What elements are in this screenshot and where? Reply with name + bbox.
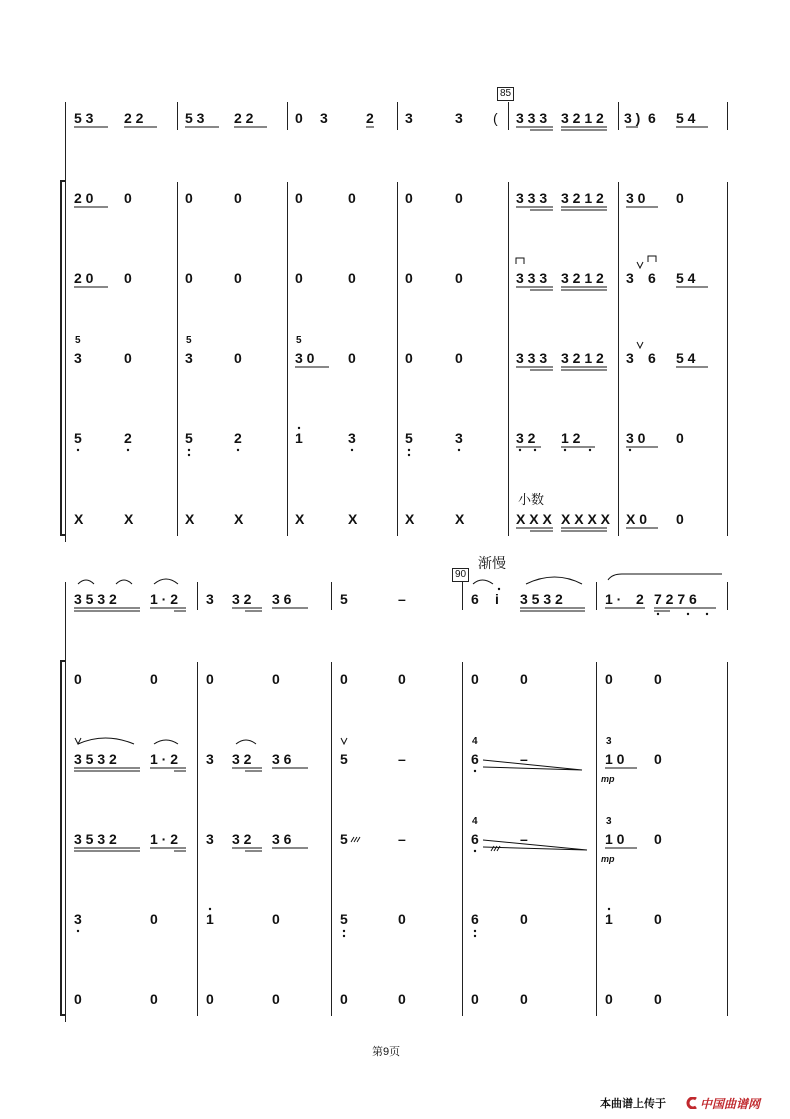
bracket-top-tick: [60, 660, 66, 662]
note-group: 5 3: [74, 110, 94, 126]
note: 0: [295, 270, 303, 286]
note: 0: [676, 511, 684, 527]
note: 2: [124, 430, 132, 446]
note: 5: [74, 430, 82, 446]
system-2-bracket: [60, 660, 62, 1016]
note: 5: [340, 831, 348, 847]
upload-notice: 本曲谱上传于: [600, 1098, 666, 1110]
brand-logo-icon: [684, 1097, 698, 1109]
note-group: X X X: [516, 511, 552, 527]
note: 0: [348, 350, 356, 366]
note: 0: [520, 671, 528, 687]
note: 6: [471, 751, 479, 767]
note: i: [495, 591, 499, 607]
note: 0: [272, 671, 280, 687]
note: 2: [636, 591, 644, 607]
note: 0: [150, 991, 158, 1007]
brand-name: 中国曲谱网: [700, 1097, 761, 1111]
note: 0: [654, 831, 662, 847]
note: 0: [234, 190, 242, 206]
chord-upper: 5: [186, 335, 192, 346]
bracket-top-tick: [60, 180, 66, 182]
note-group: 3 2: [232, 831, 252, 847]
note: 2: [366, 110, 374, 126]
note: 0: [348, 270, 356, 286]
note-group: 3 3 3: [516, 190, 548, 206]
note: 3: [74, 350, 82, 366]
note-group: 3 0: [626, 430, 646, 446]
note-group: 1 · 2: [150, 591, 179, 607]
note-group: 3 5 3 2: [74, 751, 117, 767]
note-group: 1 0: [605, 831, 625, 847]
note-group: 2 0: [74, 190, 94, 206]
note: 3: [185, 350, 193, 366]
note-group: 3 ): [624, 110, 641, 126]
dynamic-mp: mp: [601, 854, 615, 864]
note: 0: [676, 190, 684, 206]
note: 0: [150, 911, 158, 927]
barline: [618, 102, 619, 130]
barline: [727, 102, 728, 130]
note: X: [348, 511, 358, 527]
note: 0: [605, 671, 613, 687]
note: 3: [206, 831, 214, 847]
rehearsal-mark-90: 90: [452, 568, 469, 582]
note: 1: [206, 911, 214, 927]
note: 1: [295, 430, 303, 446]
note: 0: [405, 270, 413, 286]
dash: –: [398, 831, 406, 847]
note: 0: [185, 270, 193, 286]
barline: [596, 582, 597, 610]
barline: [177, 102, 178, 130]
note: X: [405, 511, 415, 527]
paren-open: (: [493, 110, 498, 126]
note: 0: [520, 991, 528, 1007]
system-1-left-line: [65, 102, 66, 542]
note: 0: [206, 671, 214, 687]
note: 0: [654, 991, 662, 1007]
barline: [397, 182, 398, 536]
note: 0: [340, 991, 348, 1007]
barline: [508, 102, 509, 130]
barline: [508, 182, 509, 536]
note: 0: [74, 671, 82, 687]
note-group: 3 2 1 2: [561, 110, 604, 126]
note-group: 1 · 2: [150, 751, 179, 767]
note: 0: [234, 270, 242, 286]
note: 0: [654, 751, 662, 767]
note: 6: [648, 110, 656, 126]
dash: –: [520, 831, 528, 847]
note: 5: [340, 751, 348, 767]
dash: –: [398, 751, 406, 767]
note: 0: [295, 110, 303, 126]
note: 6: [471, 911, 479, 927]
chord-upper: 5: [296, 335, 302, 346]
note: 0: [340, 671, 348, 687]
note: 0: [654, 911, 662, 927]
chord-upper: 3: [606, 736, 612, 747]
note: 0: [295, 190, 303, 206]
barline: [331, 582, 332, 610]
note: 6: [471, 831, 479, 847]
note-group: 3 5 3 2: [74, 831, 117, 847]
barline: [331, 662, 332, 1016]
note: 5: [340, 911, 348, 927]
note: 0: [272, 911, 280, 927]
note: 3: [455, 430, 463, 446]
note-group: 3 5 3 2: [520, 591, 563, 607]
note: 3: [626, 350, 634, 366]
note-group: 1 0: [605, 751, 625, 767]
note-group: 3 2 1 2: [561, 350, 604, 366]
note: 0: [520, 911, 528, 927]
note: 3: [320, 110, 328, 126]
barline: [462, 662, 463, 1016]
note-group: 3 2: [516, 430, 536, 446]
dash: –: [520, 751, 528, 767]
chord-upper: 5: [75, 335, 81, 346]
note: X: [74, 511, 84, 527]
dynamic-mp: mp: [601, 774, 615, 784]
note: 0: [471, 991, 479, 1007]
note-group: X X X X: [561, 511, 611, 527]
note: 1: [605, 911, 613, 927]
note: 3: [455, 110, 463, 126]
note-group: 5 3: [185, 110, 205, 126]
note-group: 3 2: [232, 591, 252, 607]
note-group: 3 3 3: [516, 350, 548, 366]
note-group: 1 2: [561, 430, 581, 446]
note: 0: [398, 911, 406, 927]
note: 0: [455, 350, 463, 366]
barline: [618, 182, 619, 536]
chord-upper: 4: [472, 816, 478, 827]
note: X: [185, 511, 195, 527]
barline: [197, 582, 198, 610]
note: 0: [605, 991, 613, 1007]
note: 3: [348, 430, 356, 446]
note: 6: [648, 350, 656, 366]
barline: [197, 662, 198, 1016]
rall-marking: 渐慢: [478, 555, 506, 571]
note: 0: [74, 991, 82, 1007]
note: 3: [206, 591, 214, 607]
note: 3: [74, 911, 82, 927]
note: 0: [185, 190, 193, 206]
note-group: 3 2 1 2: [561, 190, 604, 206]
note: 3: [405, 110, 413, 126]
note: 3: [626, 270, 634, 286]
note: 3: [206, 751, 214, 767]
barline: [177, 182, 178, 536]
barline: [596, 662, 597, 1016]
rehearsal-mark-85: 85: [497, 87, 514, 101]
note: 2: [234, 430, 242, 446]
note-group: 7 2 7 6: [654, 591, 697, 607]
note-group: 3 5 3 2: [74, 591, 117, 607]
barline: [397, 102, 398, 130]
note-group: 3 3 3: [516, 110, 548, 126]
note-group: 3 2: [232, 751, 252, 767]
page-number: 第9页: [372, 1046, 401, 1058]
note-group: X 0: [626, 511, 648, 527]
note-group: 2 2: [124, 110, 144, 126]
note: 0: [405, 350, 413, 366]
barline: [727, 662, 728, 1016]
note-group: 3 6: [272, 591, 292, 607]
note: X: [124, 511, 134, 527]
note: 0: [234, 350, 242, 366]
note: X: [295, 511, 305, 527]
drum-label: 小数: [518, 492, 545, 507]
note-group: 3 6: [272, 831, 292, 847]
note: X: [455, 511, 465, 527]
note-group: 5 4: [676, 350, 696, 366]
note: 0: [398, 991, 406, 1007]
barline: [287, 102, 288, 130]
note-group: 3 0: [626, 190, 646, 206]
note-group: 3 2 1 2: [561, 270, 604, 286]
note: 6: [471, 591, 479, 607]
note: 5: [405, 430, 413, 446]
note: 0: [124, 270, 132, 286]
note-group: 3 6: [272, 751, 292, 767]
bracket-bottom-tick: [60, 1014, 66, 1016]
note: 0: [124, 350, 132, 366]
note: 0: [471, 671, 479, 687]
note: 0: [272, 991, 280, 1007]
note: 0: [124, 190, 132, 206]
note-group: 3 3 3: [516, 270, 548, 286]
barline: [727, 582, 728, 610]
note-group: 1 ·: [605, 591, 622, 607]
note: 0: [398, 671, 406, 687]
note: 0: [206, 991, 214, 1007]
note: 0: [676, 430, 684, 446]
note: 0: [455, 190, 463, 206]
barline: [462, 582, 463, 610]
note: 0: [348, 190, 356, 206]
note: 0: [455, 270, 463, 286]
note-group: 2 2: [234, 110, 254, 126]
note: 5: [185, 430, 193, 446]
note-group: 1 · 2: [150, 831, 179, 847]
note-group: 5 4: [676, 110, 696, 126]
note: 5: [340, 591, 348, 607]
note: 0: [150, 671, 158, 687]
note-group: 2 0: [74, 270, 94, 286]
system-1-bracket: [60, 180, 62, 536]
note: 6: [648, 270, 656, 286]
system-2-left-line: [65, 582, 66, 1022]
chord-upper: 4: [472, 736, 478, 747]
note: 0: [654, 671, 662, 687]
note: X: [234, 511, 244, 527]
barline: [287, 182, 288, 536]
chord-upper: 3: [606, 816, 612, 827]
barline: [727, 182, 728, 536]
note: 0: [405, 190, 413, 206]
note-group: 5 4: [676, 270, 696, 286]
dash: –: [398, 591, 406, 607]
bracket-bottom-tick: [60, 534, 66, 536]
note-group: 3 0: [295, 350, 315, 366]
